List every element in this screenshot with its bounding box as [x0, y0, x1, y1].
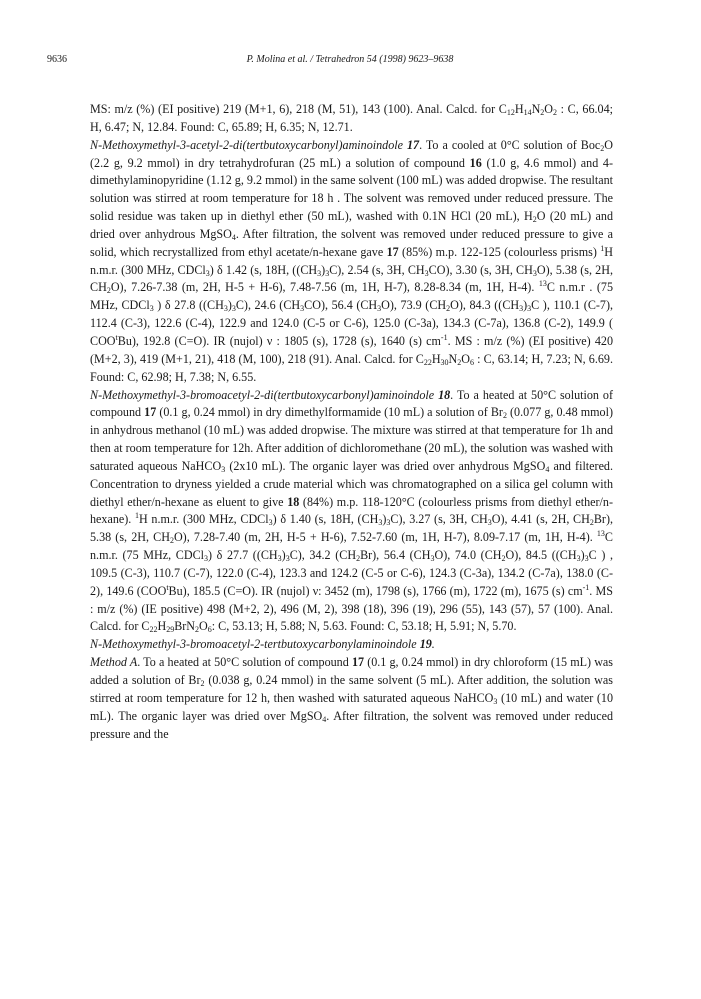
compound-18-title: N-Methoxymethyl-3-bromoacetyl-2-di(tertbutoxycarbonyl)aminoindole	[90, 387, 439, 402]
page-number: 9636	[47, 54, 67, 65]
compound-number: 17	[406, 137, 420, 152]
article-body	[90, 101, 613, 743]
compound-19-title: N-Methoxymethyl-3-bromoacetyl-2-tertbutoxycarbonylaminoindole	[90, 637, 420, 652]
compound-number: 19	[419, 637, 432, 652]
paragraph-ms-analysis: MS: m/z (%) (EI positive) 219 (M+1, 6), 218 (M, 51), 143 (100). Anal. Calcd. for $C_{12}H_{14}N_2O_2$ : C, 66.04; H, 6.47; N, 12.84. Found: C, 65.89; H, 6.35; N, 12.71.	[90, 102, 613, 134]
paragraph-compound-19-heading: N-Methoxymethyl-3-bromoacetyl-2-tertbutoxycarbonylaminoindole 19.	[90, 637, 435, 652]
running-title: P. Molina et al. / Tetrahedron 54 (1998) 9623–9638	[246, 54, 454, 65]
page-header	[47, 52, 653, 68]
compound-17-title: N-Methoxymethyl-3-acetyl-2-di(tertbutoxycarbonyl)aminoindole	[90, 137, 407, 152]
compound-number: 18	[438, 387, 451, 402]
paragraph-compound-18: N-Methoxymethyl-3-bromoacetyl-2-di(tertbutoxycarbonyl)aminoindole 18. To a heated at 50°C solution of compound 17 (0.1 g, 0.24 mmol) in dry dimethylformamide (10 mL) a solution of $Br_2$ (0.077 g, 0.48 mmol) in anhydrous methanol (10 mL) was added dropwise. The mixture was stirred at that temperature for 1h and then at room temperature for 12h. After addition of dichloromethane (20 mL), the solution was washed with saturated aqueous NaHCO$_3$ (2x10 mL). The organic layer was dried over anhydrous MgSO$_4$ and filtered. Concentration to dryness yielded a crude material which was chromatographed on a silica gel column with diethyl ether/n-hexane as eluent to give 18 (84%) m.p. 118-120°C (colourless prisms from diethyl ether/n-hexane). $^1$H n.m.r. (300 MHz, CDCl$_3$) δ 1.40 (s, 18H, $(CH_3)_3C$), 3.27 (s, 3H, $CH_3O$), 4.41 (s, 2H, $CH_2Br$), 5.38 (s, 2H, $CH_2O$), 7.28-7.40 (m, 2H, H-5 + H-6), 7.52-7.60 (m, 1H, H-7), 8.09-7.17 (m, 1H, H-4). $^{13}$C n.m.r. (75 MHz, CDCl$_3$) δ 27.7 $((CH_3)_3C)$, 34.2 $(CH_2Br)$, 56.4 $(CH_3O)$, 74.0 $(CH_2O)$, 84.5 ($(CH_3)_3C$ ) , 109.5 (C-3), 110.7 (C-7), 122.0 (C-4), 123.3 and 124.2 (C-5 or C-6), 124.3 (C-3a), 134.2 (C-7a), 138.0 (C-2), 149.6 (COO$^t$Bu), 185.5 (C=O). IR (nujol) ν: 3452 (m), 1798 (s), 1766 (m), 1722 (m), 1675 (s) $cm^{-1}$. MS : m/z (%) (IE positive) 498 (M+2, 2), 496 (M, 2), 398 (18), 396 (19), 296 (55), 143 (57), 57 (100). Anal. Calcd. for $C_{22}H_{29}BrN_2O_6$: C, 53.13; H, 5.88; N, 5.63. Found: C, 53.18; H, 5.91; N, 5.70.	[90, 387, 614, 635]
paragraph-compound-17: N-Methoxymethyl-3-acetyl-2-di(tertbutoxycarbonyl)aminoindole 17. To a cooled at 0°C solution of Boc$_2$O (2.2 g, 9.2 mmol) in dry tetrahydrofuran (25 mL) a solution of compound 16 (1.0 g, 4.6 mmol) and 4-dimethylaminopyridine (1.12 g, 9.2 mmol) in the same solvent (100 mL) was added dropwise. The resultant solution was stirred at room temperature for 18 h . The solvent was removed under reduced pressure. The solid residue was taken up in diethyl ether (50 mL), washed with 0.1N HCl (20 mL), $H_2O$ (20 mL) and dried over anhydrous MgSO$_4$. After filtration, the solvent was removed under reduced pressure to give a solid, which recrystallized from ethyl acetate/n-hexane gave 17 (85%) m.p. 122-125 (colourless prisms) $^1$H n.m.r. (300 MHz, CDCl$_3$) δ 1.42 (s, 18H, $((CH_3)_3C)$, 2.54 (s, 3H, $CH_3CO$), 3.30 (s, 3H, $CH_3O$), 5.38 (s, 2H, $CH_2O$), 7.26-7.38 (m, 2H, H-5 + H-6), 7.48-7.56 (m, 1H, H-7), 8.28-8.34 (m, 1H, H-4). $^{13}$C n.m.r . (75 MHz, CDCl$_3$ ) δ 27.8 $((CH_3)_3C)$, 24.6 $(CH_3CO)$, 56.4 $(CH_3O)$, 73.9 $(CH_2O)$, 84.3 ($(CH_3)_3C$ ), 110.1 (C-7), 112.4 (C-3), 122.6 (C-4), 122.9 and 124.0 (C-5 or C-6), 125.0 (C-3a), 134.3 (C-7a), 136.8 (C-2), 149.9 ( COO$^t$Bu), 192.8 (C=O). IR (nujol) ν : 1805 (s), 1728 (s), 1640 (s) $cm^{-1}$. MS : m/z (%) (EI positive) 420 (M+2, 3), 419 (M+1, 21), 418 (M, 100), 218 (91). Anal. Calcd. for $C_{22}H_{30}N_2O_6$ : C, 63.14; H, 7.23; N, 6.69. Found: C, 62.98; H, 7.38; N, 6.55.	[90, 137, 614, 384]
paragraph-method-a: Method A. To a heated at 50°C solution of compound 17 (0.1 g, 0.24 mmol) in dry chloroform (15 mL) was added a solution of $Br_2$ (0.038 g, 0.24 mmol) in the same solvent (5 mL). After addition, the solution was stirred at room temperature for 12 h, then washed with saturated aqueous NaHCO$_3$ (10 mL) and water (10 mL). The organic layer was dried over MgSO$_4$. After filtration, the solvent was removed under reduced pressure and the	[90, 655, 614, 741]
method-label: Method A	[90, 655, 138, 670]
